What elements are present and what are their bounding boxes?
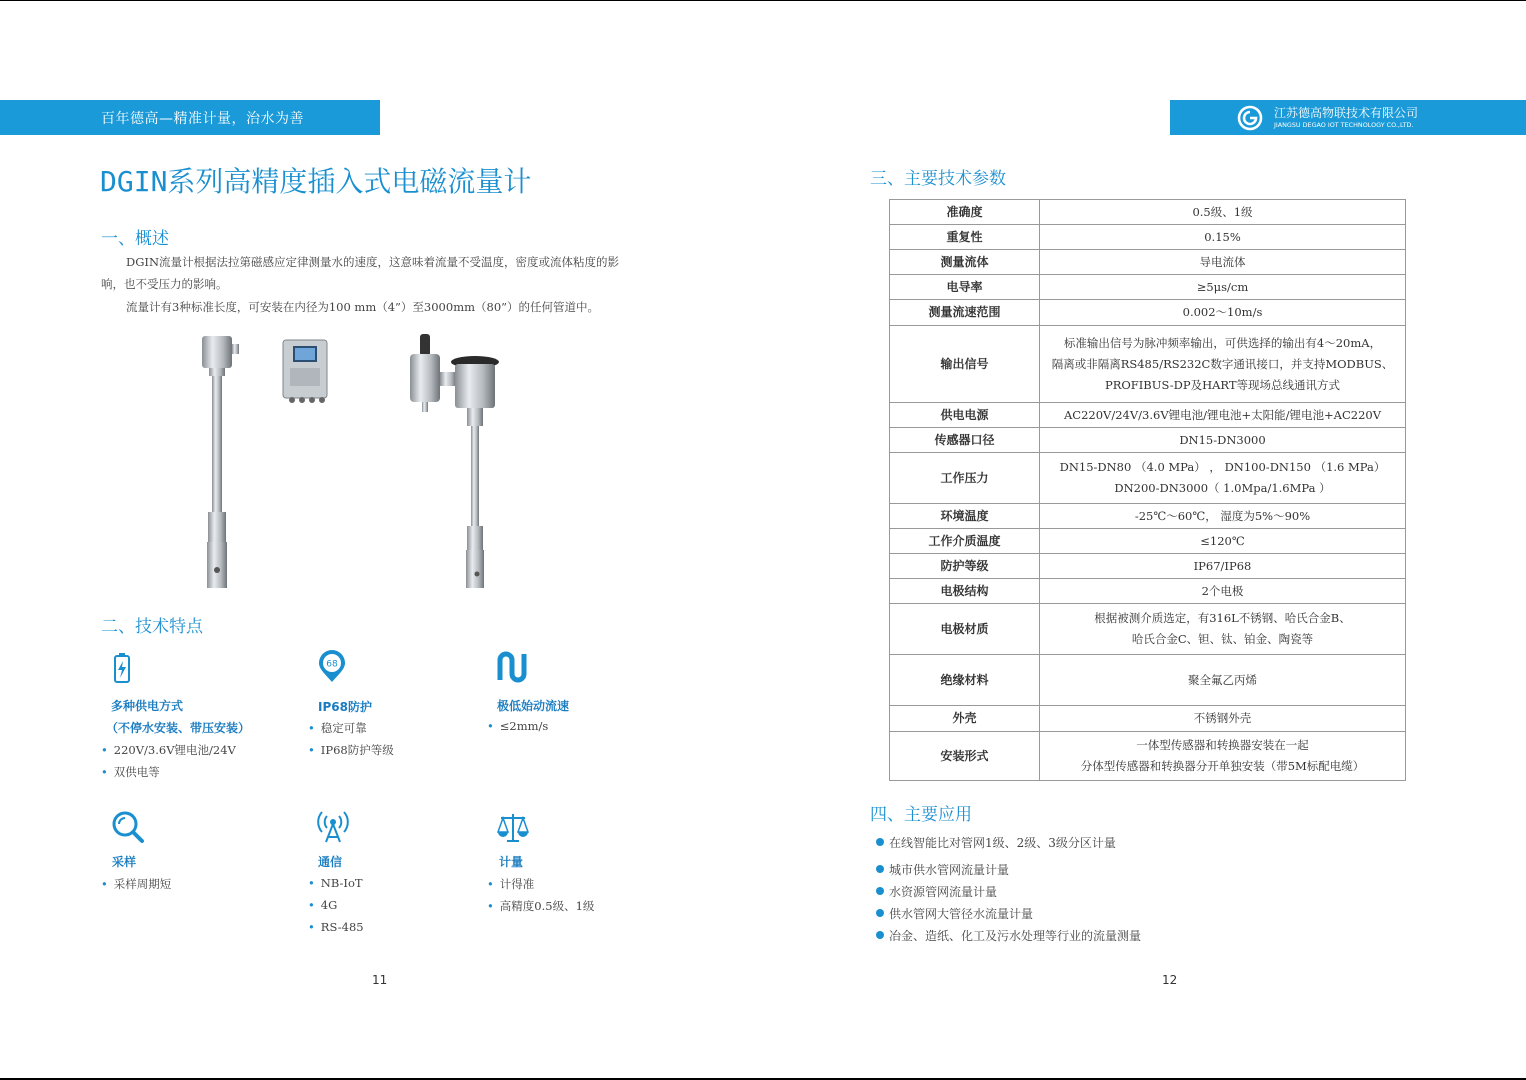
features-heading: 二、技术特点 — [101, 617, 203, 637]
feature-comm-title: 通信 — [318, 855, 343, 869]
spec-value — [1040, 326, 1406, 403]
spec-value-line: PROFIBUS-DP及HART等现场总线通讯方式 — [1104, 377, 1341, 392]
spec-row — [890, 579, 1406, 604]
spec-value-line: ≤120℃ — [1200, 533, 1245, 548]
converter-display-image — [280, 338, 330, 408]
spec-value-line: 聚全氟乙丙烯 — [1188, 672, 1257, 687]
company-name-en: JIANGSU DEGAO IOT TECHNOLOGY CO.,LTD. — [1274, 121, 1414, 129]
spec-row — [890, 250, 1406, 275]
company-banner — [1170, 100, 1526, 135]
spec-heading: 三、主要技术参数 — [870, 169, 1006, 189]
spec-key: 供电电源 — [890, 403, 1040, 428]
spec-value-line: 0.002～10m/s — [1182, 305, 1263, 319]
bullet-icon — [876, 838, 884, 846]
spec-value — [1040, 275, 1406, 300]
spec-row — [890, 403, 1406, 428]
spec-value-line: -25℃～60℃， 湿度为5%～90% — [1134, 508, 1311, 523]
spec-key: 外壳 — [890, 706, 1040, 732]
spec-key: 重复性 — [890, 225, 1040, 250]
feature-power-title: 多种供电方式 — [111, 699, 184, 713]
feature-ip68-item-1: • 稳定可靠 — [308, 721, 367, 735]
spec-key: 工作介质温度 — [890, 529, 1040, 554]
spec-value — [1040, 529, 1406, 554]
applications-heading: 四、主要应用 — [870, 805, 972, 825]
spec-row — [890, 604, 1406, 655]
spec-value — [1040, 732, 1406, 781]
feature-power-item-1: • 220V/3.6V锂电池/24V — [101, 743, 236, 757]
spec-value-line: AC220V/24V/3.6V锂电池/锂电池+太阳能/锂电池+AC220V — [1063, 407, 1382, 422]
spec-row — [890, 453, 1406, 504]
feature-comm-item-3: • RS-485 — [308, 920, 364, 934]
bullet-icon — [876, 865, 884, 873]
spec-value — [1040, 453, 1406, 504]
company-name-cn: 江苏德高物联技术有限公司 — [1274, 106, 1419, 120]
slogan-text: 百年德高—精准计量，治水为善 — [101, 111, 304, 127]
bullet-icon — [876, 887, 884, 895]
solar-powered-flowmeter-image — [405, 330, 505, 592]
spec-value-line: 不锈钢外壳 — [1193, 711, 1252, 725]
feature-sampling-item-1: • 采样周期短 — [101, 877, 172, 891]
feature-metering-title: 计量 — [499, 855, 524, 869]
spec-key: 准确度 — [890, 200, 1040, 225]
overview-paragraph-line2: 响，也不受压力的影响。 — [101, 277, 228, 291]
spec-key: 输出信号 — [890, 326, 1040, 403]
spec-value-line: 隔离或非隔离RS485/RS232C数字通讯接口，并支持MODBUS、 — [1051, 356, 1394, 371]
bullet-icon — [876, 931, 884, 939]
spec-value — [1040, 655, 1406, 706]
spec-value — [1040, 554, 1406, 579]
page-title: DGIN系列高精度插入式电磁流量计 — [100, 165, 532, 198]
feature-flow-title: 极低始动流速 — [497, 699, 570, 713]
pipe-flow-icon — [496, 650, 530, 684]
application-item: 城市供水管网流量计量 — [876, 861, 1009, 878]
spec-key: 电极材质 — [890, 604, 1040, 655]
magnifier-icon — [111, 810, 145, 844]
spec-value — [1040, 604, 1406, 655]
spec-row — [890, 200, 1406, 225]
page-border-top — [0, 0, 1526, 1]
feature-ip68-title: IP68防护 — [318, 700, 372, 714]
spec-row — [890, 504, 1406, 529]
svg-text:68: 68 — [326, 659, 338, 670]
spec-value-line: 0.5级、1级 — [1192, 204, 1253, 219]
feature-comm-item-2: • 4G — [308, 898, 338, 912]
bullet-icon — [876, 909, 884, 917]
spec-row — [890, 732, 1406, 781]
ip68-icon — [315, 650, 349, 684]
spec-row — [890, 655, 1406, 706]
spec-key: 电导率 — [890, 275, 1040, 300]
feature-metering-item-2: • 高精度0.5级、1级 — [487, 899, 595, 913]
feature-ip68-item-2: • IP68防护等级 — [308, 743, 394, 757]
overview-paragraph-line1: DGIN流量计根据法拉第磁感应定律测量水的速度，这意味着流量不受温度，密度或流体粘度的影 — [126, 255, 620, 269]
spec-value-line: DN200-DN3000（ 1.0Mpa/1.6MPa ） — [1114, 481, 1331, 495]
spec-value-line: 哈氏合金C、钽、钛、铂金、陶瓷等 — [1131, 632, 1314, 646]
page-number-left: 11 — [372, 973, 388, 987]
spec-value — [1040, 579, 1406, 604]
company-logo-icon — [1236, 104, 1264, 132]
spec-value-line: 导电流体 — [1199, 254, 1246, 269]
spec-row — [890, 529, 1406, 554]
spec-value — [1040, 250, 1406, 275]
battery-icon — [106, 652, 140, 686]
spec-row — [890, 275, 1406, 300]
application-item: 水资源管网流量计量 — [876, 883, 997, 900]
spec-value-line: DN15-DN3000 — [1179, 432, 1266, 447]
signal-tower-icon — [316, 810, 350, 844]
spec-value — [1040, 200, 1406, 225]
spec-row — [890, 554, 1406, 579]
page-number-right: 12 — [1162, 973, 1178, 987]
spec-row — [890, 706, 1406, 732]
feature-sampling-title: 采样 — [112, 855, 137, 869]
spec-value-line: 一体型传感器和转换器安装在一起 — [1136, 738, 1309, 752]
feature-metering-item-1: • 计得准 — [487, 877, 535, 891]
spec-value — [1040, 300, 1406, 326]
spec-key: 电极结构 — [890, 579, 1040, 604]
spec-value-line: ≥5μs/cm — [1196, 279, 1249, 294]
application-item: 供水管网大管径水流量计量 — [876, 905, 1033, 922]
spec-row — [890, 300, 1406, 326]
overview-paragraph-2: 流量计有3种标准长度，可安装在内径为100 mm（4”）至3000mm（80”）的任何管道中。 — [126, 300, 600, 314]
feature-power-item-2: • 双供电等 — [101, 765, 160, 779]
spec-key: 传感器口径 — [890, 428, 1040, 453]
spec-value-line: IP67/IP68 — [1193, 558, 1252, 573]
spec-value — [1040, 225, 1406, 250]
application-item: 在线智能比对管网1级、2级、3级分区计量 — [876, 834, 1116, 851]
spec-key: 安装形式 — [890, 732, 1040, 781]
scale-icon — [496, 810, 530, 844]
spec-value — [1040, 504, 1406, 529]
spec-value — [1040, 403, 1406, 428]
overview-heading: 一、概述 — [101, 229, 169, 249]
spec-key: 测量流速范围 — [890, 300, 1040, 326]
spec-value — [1040, 428, 1406, 453]
spec-value — [1040, 706, 1406, 732]
spec-table — [889, 199, 1406, 781]
feature-comm-item-1: • NB-IoT — [308, 876, 363, 890]
spec-key: 防护等级 — [890, 554, 1040, 579]
spec-value-line: 标准输出信号为脉冲频率输出，可供选择的输出有4～20mA， — [1063, 335, 1382, 350]
spec-key: 测量流体 — [890, 250, 1040, 275]
spec-row — [890, 326, 1406, 403]
spec-row — [890, 428, 1406, 453]
application-item: 冶金、造纸、化工及污水处理等行业的流量测量 — [876, 927, 1141, 944]
spec-key: 环境温度 — [890, 504, 1040, 529]
spec-key: 绝缘材料 — [890, 655, 1040, 706]
feature-flow-item-1: • ≤2mm/s — [487, 719, 549, 733]
spec-value-line: 根据被测介质选定，有316L不锈钢、哈氏合金B、 — [1094, 611, 1351, 625]
spec-key: 工作压力 — [890, 453, 1040, 504]
feature-power-subtitle: （不停水安装、带压安装） — [106, 721, 251, 735]
spec-value-line: 2个电极 — [1201, 583, 1244, 598]
spec-value-line: 0.15% — [1204, 229, 1241, 244]
spec-value-line: 分体型传感器和转换器分开单独安装（带5M标配电缆） — [1080, 759, 1365, 773]
spec-value-line: DN15-DN80 （4.0 MPa） ， DN100-DN150 （1.6 MPa） — [1059, 460, 1386, 474]
insertion-flowmeter-image — [195, 330, 245, 592]
spec-row — [890, 225, 1406, 250]
